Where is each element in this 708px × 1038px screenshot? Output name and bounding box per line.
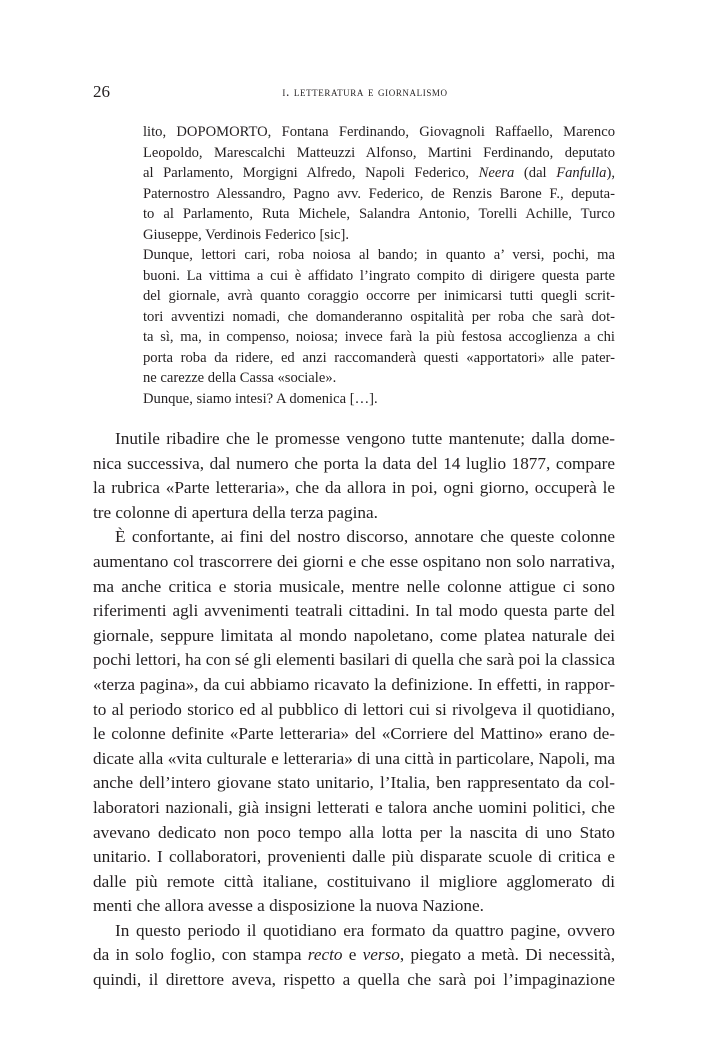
quote-line: buoni. La vittima a cui è affidato l’ingrato compito di dirigere questa parte — [143, 267, 615, 284]
paragraph-line: le colonne definite «Parte letteraria» del «Corriere del Mattino» erano de- — [93, 724, 615, 744]
paragraph-line: menti che allora avesse a disposizione la nuova Nazione. — [93, 896, 484, 916]
paragraph-line: avevano dedicato non poco tempo alla lotta per la nascita di uno Stato — [93, 822, 615, 842]
paragraph-line: laboratori nazionali, già insigni letterati e talora anche uomini politici, che — [93, 797, 615, 817]
quote-line: Leopoldo, Marescalchi Matteuzzi Alfonso, Martini Ferdinando, deputato — [143, 144, 615, 161]
body-text — [93, 427, 615, 993]
quote-text: ), — [606, 165, 615, 181]
quote-line: Giuseppe, Verdinois Federico [sic]. — [143, 226, 350, 243]
paragraph-line: Inutile ribadire che le promesse vengono tutte mantenute; dalla dome- — [115, 429, 615, 448]
paragraph-line: dalle più remote città italiane, costituivano il migliore agglomerato di — [93, 871, 615, 891]
paragraph-line: giornale, seppure limitata al mondo napoletano, come platea naturale dei — [93, 625, 615, 645]
paragraph-line: È confortante, ai fini del nostro discorso, annotare che queste colonne — [115, 527, 615, 547]
quote-line: porta roba da ridere, ed anzi raccomanderà questi «apportatori» alle pater- — [143, 349, 615, 366]
paragraph-line: tre colonne di apertura della terza pagina. — [93, 502, 378, 522]
italic-term-recto: recto — [307, 945, 343, 965]
quote-line: Dunque, siamo intesi? A domenica […]. — [143, 390, 378, 407]
quote-line: to al Parlamento, Ruta Michele, Salandra Antonio, Torelli Achille, Turco — [143, 206, 615, 222]
paragraph-line — [93, 943, 615, 968]
paragraph-text: e — [342, 945, 363, 965]
quote-text: (dal — [514, 165, 557, 181]
paragraph-line: dicate alla «vita culturale e letteraria» di una città in particolare, Napoli, ma — [93, 748, 615, 768]
paragraph-line: unitario. I collaboratori, provenienti dalle più disparate scuole di critica e — [93, 847, 615, 867]
paragraph-line: aumentano col trascorrere dei giorni e che esse ospitano non solo narrativa, — [93, 551, 615, 571]
quote-line: lito, DOPOMORTO, Fontana Ferdinando, Giovagnoli Raffaello, Marenco — [143, 124, 615, 140]
quote-line: Dunque, lettori cari, roba noiosa al bando; in quanto a’ versi, pochi, ma — [143, 247, 615, 263]
paragraph-line: In questo periodo il quotidiano era formato da quattro pagine, ovvero — [115, 920, 615, 940]
quote-line: ta sì, ma, in compenso, noiosa; invece farà la più festosa accoglienza a chi — [143, 329, 615, 345]
paragraph-text: , piegato a metà. Di necessità, — [399, 945, 615, 965]
paragraph-line: anche dell’intero giovane stato unitario, l’Italia, ben rappresentato da col- — [93, 773, 615, 793]
quote-line: tori avventizi nomadi, che domanderanno ospitalità per roba che sarà dot- — [143, 308, 615, 325]
paragraph-text: da in solo foglio, con stampa — [93, 945, 308, 965]
quote-line: Paternostro Alessandro, Pagno avv. Federico, de Renzis Barone F., deputa- — [143, 185, 615, 202]
page-number: 26 — [93, 82, 110, 101]
italic-term-verso: verso — [362, 945, 400, 965]
paragraph-line: ma anche critica e storia musicale, mentre nelle colonne attigue ci sono — [93, 576, 615, 596]
italic-title-fanfulla: Fanfulla — [556, 165, 607, 181]
paragraph-line: la rubrica «Parte letteraria», che da allora in poi, ogni giorno, occuperà le — [93, 478, 615, 498]
paragraph-line: «terza pagina», da cui abbiamo ricavato la definizione. In effetti, in rappor- — [93, 674, 615, 694]
paragraph-line: pochi lettori, ha con sé gli elementi basilari di quella che sarà poi la classica — [93, 650, 615, 670]
running-head — [93, 80, 615, 104]
italic-title-neera: Neera — [478, 165, 515, 181]
quote-line: del giornale, avrà quanto coraggio occorre per inimicarsi tutti quegli scrit- — [143, 288, 615, 304]
paragraph-line: quindi, il direttore aveva, rispetto a quella che sarà poi l’impaginazione — [93, 970, 615, 990]
block-quote — [143, 122, 615, 409]
paragraph-line: nica successiva, dal numero che porta la data del 14 luglio 1877, compare — [93, 453, 615, 473]
paragraph-line: to al periodo storico ed al pubblico di lettori cui si rivolgeva il quotidiano, — [93, 699, 615, 719]
chapter-title: i. letteratura e giornalismo — [282, 84, 448, 99]
quote-text: al Parlamento, Morgigni Alfredo, Napoli Federico, — [143, 165, 479, 181]
paragraph-line: riferimenti agli avvenimenti teatrali cittadini. In tal modo questa parte del — [93, 601, 615, 621]
quote-line — [143, 163, 615, 184]
quote-line: ne carezze della Cassa «sociale». — [143, 370, 337, 386]
